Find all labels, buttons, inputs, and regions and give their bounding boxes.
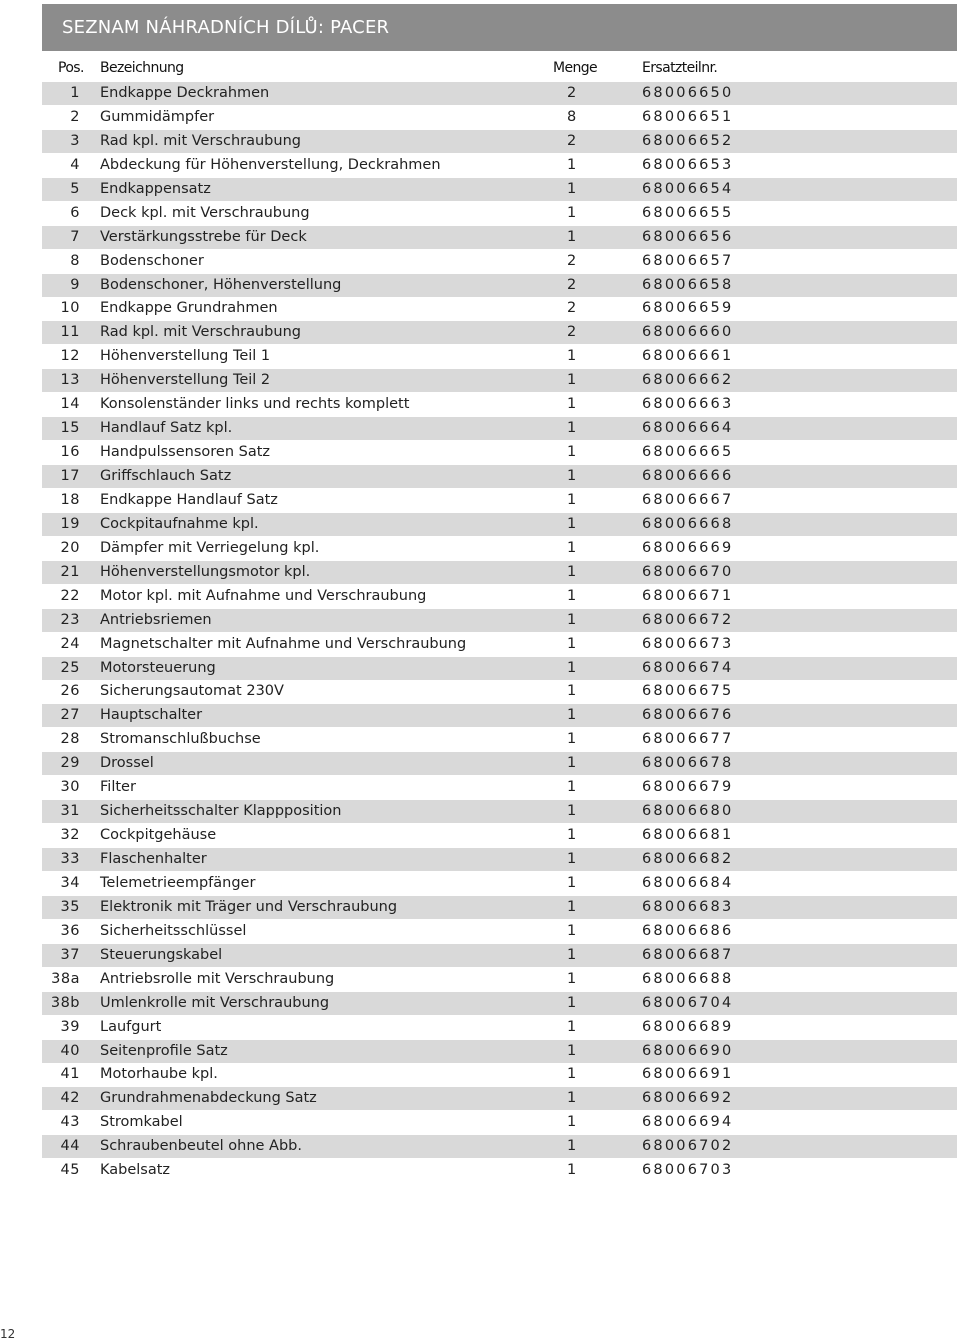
cell-pos: 9 — [70, 276, 80, 293]
cell-part: 68006671 — [642, 587, 734, 604]
cell-pos: 11 — [60, 324, 80, 341]
cell-qty: 2 — [567, 132, 577, 149]
table-row — [42, 1016, 957, 1039]
cell-name: Sicherheitsschlüssel — [100, 922, 247, 939]
cell-part: 68006663 — [642, 396, 734, 413]
cell-qty: 1 — [567, 827, 577, 844]
cell-pos: 32 — [60, 827, 80, 844]
cell-part: 68006675 — [642, 683, 734, 700]
table-body — [42, 82, 957, 1182]
cell-part: 68006684 — [642, 874, 734, 891]
table-row — [42, 178, 957, 201]
cell-name: Bodenschoner — [100, 252, 204, 269]
table-row — [42, 106, 957, 129]
cell-qty: 1 — [567, 874, 577, 891]
cell-name: Endkappensatz — [100, 180, 211, 197]
cell-name: Rad kpl. mit Verschraubung — [100, 324, 301, 341]
cell-part: 68006670 — [642, 563, 734, 580]
cell-pos: 25 — [60, 659, 80, 676]
cell-name: Sicherheitsschalter Klappposition — [100, 803, 342, 820]
cell-part: 68006655 — [642, 204, 734, 221]
cell-pos: 44 — [60, 1138, 80, 1155]
table-row — [42, 226, 957, 249]
cell-qty: 1 — [567, 396, 577, 413]
cell-pos: 30 — [60, 779, 80, 796]
cell-qty: 2 — [567, 324, 577, 341]
table-row — [42, 441, 957, 464]
cell-pos: 41 — [60, 1066, 80, 1083]
cell-pos: 18 — [60, 491, 80, 508]
cell-name: Flaschenhalter — [100, 851, 207, 867]
table-row — [42, 1135, 957, 1158]
cell-part: 68006703 — [642, 1162, 734, 1179]
cell-name: Magnetschalter mit Aufnahme und Verschraubung — [100, 635, 467, 652]
cell-qty: 2 — [567, 252, 577, 269]
cell-qty: 1 — [567, 563, 577, 580]
cell-pos: 26 — [60, 683, 80, 700]
cell-pos: 19 — [60, 515, 80, 532]
cell-part: 68006654 — [642, 180, 734, 197]
table-row — [42, 704, 957, 727]
cell-name: Endkappe Grundrahmen — [100, 300, 278, 317]
cell-qty: 1 — [567, 420, 577, 437]
cell-qty: 2 — [567, 300, 577, 317]
cell-pos: 5 — [70, 180, 80, 197]
header-pos: Pos. — [58, 60, 84, 76]
cell-qty: 1 — [567, 444, 577, 461]
table-row — [42, 752, 957, 775]
cell-qty: 1 — [567, 683, 577, 700]
cell-qty: 1 — [567, 707, 577, 724]
cell-part: 68006686 — [642, 922, 734, 939]
table-row — [42, 920, 957, 943]
cell-part: 68006658 — [642, 276, 734, 293]
table-row — [42, 1040, 957, 1063]
table-row — [42, 609, 957, 632]
cell-pos: 42 — [60, 1090, 80, 1107]
table-row — [42, 154, 957, 177]
cell-name: Deck kpl. mit Verschraubung — [100, 204, 310, 221]
cell-pos: 35 — [60, 898, 80, 915]
cell-part: 68006677 — [642, 731, 734, 748]
cell-name: Stromanschlußbuchse — [100, 731, 261, 748]
cell-name: Antriebsriemen — [100, 611, 212, 628]
cell-part: 68006672 — [642, 611, 734, 628]
table-row — [42, 393, 957, 416]
cell-name: Höhenverstellung Teil 1 — [100, 348, 271, 365]
cell-name: Hauptschalter — [100, 707, 203, 724]
table-row — [42, 561, 957, 584]
cell-pos: 7 — [70, 228, 80, 245]
cell-name: Rad kpl. mit Verschraubung — [100, 132, 301, 149]
table-row — [42, 1087, 957, 1110]
page-number: 12 — [0, 1327, 16, 1341]
cell-pos: 29 — [60, 755, 80, 772]
cell-qty: 2 — [567, 85, 577, 101]
cell-part: 68006668 — [642, 515, 734, 532]
cell-pos: 17 — [60, 468, 80, 484]
cell-name: Verstärkungsstrebe für Deck — [100, 228, 307, 245]
table-row — [42, 680, 957, 703]
cell-name: Endkappe Handlauf Satz — [100, 491, 278, 508]
cell-part: 68006676 — [642, 707, 734, 724]
cell-pos: 2 — [70, 108, 80, 125]
table-row — [42, 489, 957, 512]
cell-pos: 43 — [60, 1114, 80, 1131]
cell-qty: 1 — [567, 1114, 577, 1131]
cell-part: 68006651 — [642, 108, 734, 125]
parts-table — [42, 60, 957, 1183]
cell-name: Motorsteuerung — [100, 659, 216, 676]
cell-name: Endkappe Deckrahmen — [100, 85, 270, 101]
cell-name: Motor kpl. mit Aufnahme und Verschraubung — [100, 587, 427, 604]
cell-name: Höhenverstellung Teil 2 — [100, 372, 271, 389]
cell-pos: 4 — [70, 156, 80, 173]
cell-pos: 27 — [60, 707, 80, 724]
cell-part: 68006688 — [642, 970, 734, 987]
cell-part: 68006691 — [642, 1066, 734, 1083]
cell-qty: 1 — [567, 539, 577, 556]
cell-part: 68006690 — [642, 1042, 734, 1059]
table-header — [42, 60, 957, 82]
table-row — [42, 297, 957, 320]
cell-qty: 1 — [567, 468, 577, 484]
cell-part: 68006692 — [642, 1090, 734, 1107]
cell-pos: 3 — [70, 132, 80, 149]
cell-name: Cockpitgehäuse — [100, 827, 217, 844]
cell-part: 68006678 — [642, 755, 734, 772]
cell-pos: 38b — [50, 994, 80, 1011]
cell-part: 68006704 — [642, 994, 734, 1011]
cell-name: Motorhaube kpl. — [100, 1066, 218, 1083]
cell-pos: 28 — [60, 731, 80, 748]
cell-pos: 8 — [70, 252, 80, 269]
cell-pos: 33 — [60, 851, 80, 867]
cell-part: 68006689 — [642, 1018, 734, 1035]
cell-name: Steuerungskabel — [100, 946, 223, 963]
cell-qty: 1 — [567, 1162, 577, 1179]
table-row — [42, 944, 957, 967]
cell-part: 68006673 — [642, 635, 734, 652]
cell-qty: 1 — [567, 1042, 577, 1059]
table-row — [42, 130, 957, 153]
cell-qty: 1 — [567, 851, 577, 867]
cell-qty: 1 — [567, 611, 577, 628]
table-row — [42, 417, 957, 440]
cell-qty: 1 — [567, 659, 577, 676]
table-row — [42, 1111, 957, 1134]
cell-part: 68006665 — [642, 444, 734, 461]
cell-name: Filter — [100, 779, 136, 796]
cell-pos: 23 — [60, 611, 80, 628]
cell-qty: 1 — [567, 970, 577, 987]
cell-qty: 1 — [567, 587, 577, 604]
cell-qty: 1 — [567, 372, 577, 389]
cell-pos: 21 — [60, 563, 80, 580]
cell-name: Abdeckung für Höhenverstellung, Deckrahmen — [100, 156, 441, 173]
cell-qty: 8 — [567, 108, 577, 125]
cell-part: 68006653 — [642, 156, 734, 173]
table-row — [42, 345, 957, 368]
cell-part: 68006680 — [642, 803, 734, 820]
cell-pos: 14 — [60, 396, 80, 413]
cell-pos: 24 — [60, 635, 80, 652]
cell-part: 68006656 — [642, 228, 734, 245]
cell-pos: 15 — [60, 420, 80, 437]
table-row — [42, 513, 957, 536]
cell-qty: 1 — [567, 1138, 577, 1155]
cell-name: Sicherungsautomat 230V — [100, 683, 284, 700]
cell-name: Griffschlauch Satz — [100, 468, 232, 484]
cell-name: Schraubenbeutel ohne Abb. — [100, 1138, 302, 1155]
cell-qty: 1 — [567, 1018, 577, 1035]
cell-part: 68006667 — [642, 491, 734, 508]
cell-qty: 1 — [567, 779, 577, 796]
table-row — [42, 585, 957, 608]
cell-qty: 1 — [567, 946, 577, 963]
table-row — [42, 1159, 957, 1182]
cell-part: 68006664 — [642, 420, 734, 437]
cell-name: Kabelsatz — [100, 1162, 171, 1179]
table-row — [42, 274, 957, 297]
cell-name: Dämpfer mit Verriegelung kpl. — [100, 539, 320, 556]
table-row — [42, 82, 957, 105]
table-row — [42, 1063, 957, 1086]
cell-pos: 39 — [60, 1018, 80, 1035]
cell-part: 68006660 — [642, 324, 734, 341]
table-row — [42, 800, 957, 823]
cell-pos: 13 — [60, 372, 80, 389]
cell-name: Seitenprofile Satz — [100, 1042, 228, 1059]
table-row — [42, 657, 957, 680]
cell-pos: 6 — [70, 204, 80, 221]
page-title: SEZNAM NÁHRADNÍCH DÍLŮ: PACER — [42, 4, 957, 51]
cell-pos: 38a — [51, 970, 80, 987]
cell-part: 68006662 — [642, 372, 734, 389]
table-row — [42, 896, 957, 919]
cell-name: Stromkabel — [100, 1114, 183, 1131]
cell-pos: 12 — [60, 348, 80, 365]
cell-part: 68006674 — [642, 659, 734, 676]
cell-pos: 16 — [60, 444, 80, 461]
cell-pos: 20 — [60, 539, 80, 556]
cell-name: Grundrahmenabdeckung Satz — [100, 1090, 317, 1107]
cell-pos: 1 — [70, 85, 80, 101]
cell-qty: 1 — [567, 156, 577, 173]
table-row — [42, 465, 957, 488]
cell-name: Konsolenständer links und rechts komplett — [100, 396, 410, 413]
cell-qty: 1 — [567, 204, 577, 221]
table-row — [42, 321, 957, 344]
cell-pos: 10 — [60, 300, 80, 317]
cell-part: 68006687 — [642, 946, 734, 963]
cell-qty: 1 — [567, 491, 577, 508]
cell-part: 68006666 — [642, 468, 734, 484]
cell-part: 68006661 — [642, 348, 734, 365]
cell-part: 68006669 — [642, 539, 734, 556]
cell-qty: 1 — [567, 228, 577, 245]
table-row — [42, 728, 957, 751]
cell-qty: 1 — [567, 348, 577, 365]
header-part: Ersatzteilnr. — [642, 60, 718, 76]
table-row — [42, 848, 957, 871]
cell-part: 68006657 — [642, 252, 734, 269]
table-row — [42, 202, 957, 225]
table-row — [42, 776, 957, 799]
table-row — [42, 633, 957, 656]
cell-part: 68006683 — [642, 898, 734, 915]
cell-name: Telemetrieempfänger — [100, 874, 256, 891]
cell-qty: 1 — [567, 1066, 577, 1083]
cell-part: 68006702 — [642, 1138, 734, 1155]
cell-name: Handpulssensoren Satz — [100, 444, 270, 461]
table-row — [42, 968, 957, 991]
cell-name: Laufgurt — [100, 1018, 162, 1035]
cell-pos: 31 — [60, 803, 80, 820]
cell-qty: 1 — [567, 635, 577, 652]
cell-pos: 37 — [60, 946, 80, 963]
table-row — [42, 537, 957, 560]
table-row — [42, 992, 957, 1015]
table-row — [42, 250, 957, 273]
table-row — [42, 824, 957, 847]
cell-qty: 1 — [567, 515, 577, 532]
cell-part: 68006681 — [642, 827, 734, 844]
header-name: Bezeichnung — [100, 60, 184, 76]
cell-name: Cockpitaufnahme kpl. — [100, 515, 259, 532]
cell-qty: 2 — [567, 276, 577, 293]
cell-qty: 1 — [567, 803, 577, 820]
header-qty: Menge — [553, 60, 598, 76]
cell-name: Drossel — [100, 755, 154, 772]
cell-pos: 40 — [60, 1042, 80, 1059]
cell-name: Gummidämpfer — [100, 108, 215, 125]
cell-name: Bodenschoner, Höhenverstellung — [100, 276, 342, 293]
cell-part: 68006659 — [642, 300, 734, 317]
cell-qty: 1 — [567, 994, 577, 1011]
cell-part: 68006650 — [642, 85, 734, 101]
cell-name: Höhenverstellungsmotor kpl. — [100, 563, 311, 580]
cell-part: 68006694 — [642, 1114, 734, 1131]
table-row — [42, 369, 957, 392]
cell-pos: 36 — [60, 922, 80, 939]
table-row — [42, 872, 957, 895]
cell-qty: 1 — [567, 755, 577, 772]
cell-pos: 45 — [60, 1162, 80, 1179]
cell-part: 68006682 — [642, 851, 734, 867]
cell-part: 68006679 — [642, 779, 734, 796]
cell-qty: 1 — [567, 898, 577, 915]
cell-name: Umlenkrolle mit Verschraubung — [100, 994, 330, 1011]
cell-pos: 34 — [60, 874, 80, 891]
cell-name: Handlauf Satz kpl. — [100, 420, 233, 437]
cell-qty: 1 — [567, 731, 577, 748]
cell-pos: 22 — [60, 587, 80, 604]
cell-part: 68006652 — [642, 132, 734, 149]
cell-qty: 1 — [567, 1090, 577, 1107]
cell-name: Antriebsrolle mit Verschraubung — [100, 970, 335, 987]
cell-qty: 1 — [567, 180, 577, 197]
cell-qty: 1 — [567, 922, 577, 939]
cell-name: Elektronik mit Träger und Verschraubung — [100, 898, 398, 915]
